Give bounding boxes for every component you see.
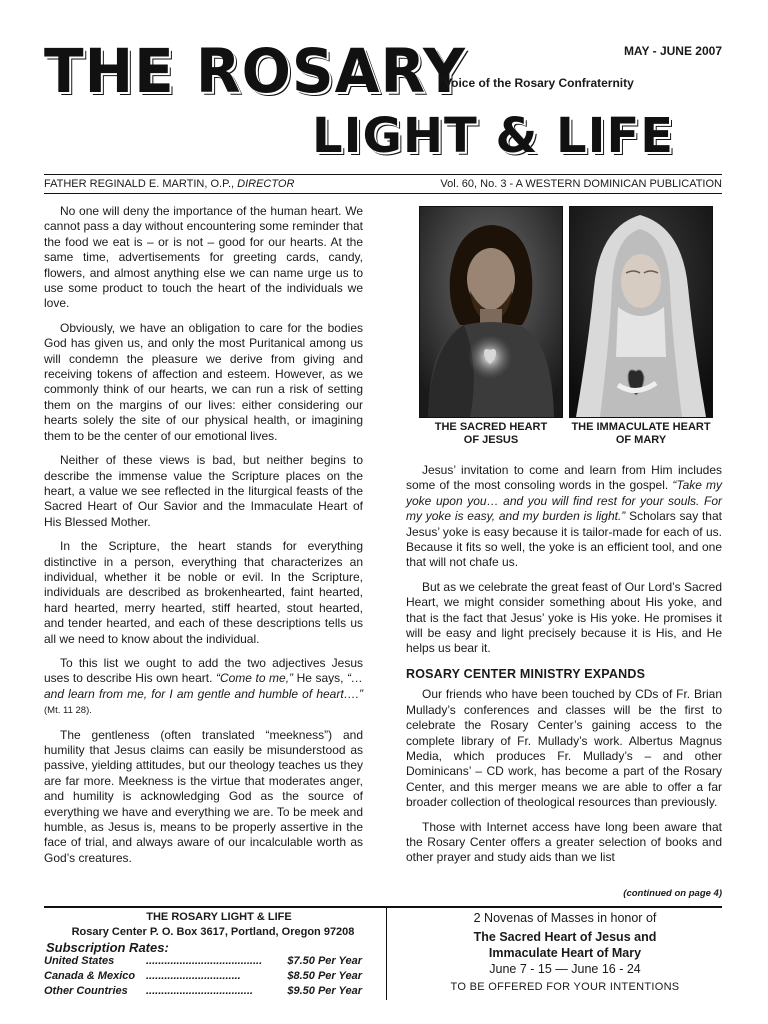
rate-region: Canada & Mexico xyxy=(44,970,136,982)
novena-box xyxy=(400,911,730,993)
caption-line: OF MARY xyxy=(615,434,667,446)
novena-intro: 2 Novenas of Masses in honor of xyxy=(473,911,657,925)
novena-offer: TO BE OFFERED FOR YOUR INTENTIONS xyxy=(450,981,680,993)
footer-divider-horizontal xyxy=(44,906,722,908)
paragraph-lead: Jesus’ invitation to come and learn from Him includes some of the most consoling words in the gospel. xyxy=(406,463,722,493)
immaculate-heart-caption xyxy=(566,421,716,447)
novena-title: The Sacred Heart of Jesus and xyxy=(473,930,657,944)
publication-address: Rosary Center P. O. Box 3617, Portland, Oregon 97208 xyxy=(71,926,355,938)
subscription-heading: Subscription Rates: xyxy=(46,940,169,955)
article-paragraph: The gentleness (often translated “meekness”) and humility that Jesus claims can easily be misunderstood as passive, yielding attitudes, but our theology teaches us they are far more. Meekness is the virtue that moderates anger, and humility is acknowledging God as the source of everything we have and everything we are. To be meek and humble, as Jesus is, means to be properly assertive in the face of trial, and always aware of our incalculable worth as God’s creatures. xyxy=(44,727,363,865)
novena-title: Immaculate Heart of Mary xyxy=(488,946,642,960)
scripture-quote: “…and learn from me, for I am gentle and humble of heart….” xyxy=(44,671,364,701)
article-paragraph xyxy=(44,656,363,719)
article-paragraph: Obviously, we have an obligation to care for the bodies God has given us, and only the most Puritanical among us will condemn the pleasure we derive from giving and receiving tokens of affection and esteem. However, as we commonly think of our hearts, we can run a risk of setting them on the margins of our lives: either considering our hearts solely the site of our physical health, or imagining them to be the center of our emotional lives. xyxy=(44,320,363,443)
sacred-heart-illustration xyxy=(420,207,562,417)
rate-leader-dots: ................................... xyxy=(146,985,253,997)
sacred-heart-image xyxy=(419,206,563,418)
director-byline xyxy=(44,175,294,193)
rate-price: $8.50 Per Year xyxy=(287,970,362,982)
continued-note: (continued on page 4) xyxy=(623,888,722,899)
rate-leader-dots: ............................... xyxy=(146,970,241,982)
caption-line: THE IMMACULATE HEART xyxy=(571,421,711,433)
newsletter-title-line2: LIGHT & LIFE xyxy=(312,108,675,164)
paragraph-text: Scholars say that Jesus’ yoke is easy because it is tailor-made for each of us. Because it fits so well, the yoke is an efficient tool, and one that will not chafe us. xyxy=(406,509,722,570)
director-name: FATHER REGINALD E. MARTIN, O.P., xyxy=(44,178,235,190)
sacred-heart-caption xyxy=(419,421,563,447)
rate-price: $9.50 Per Year xyxy=(287,985,362,997)
masthead xyxy=(0,0,768,200)
article-paragraph: Those with Internet access have long been aware that the Rosary Center offers a greater selection of books and other prayer and study aids than we list xyxy=(406,819,722,865)
byline-bar xyxy=(44,174,722,194)
rate-row xyxy=(44,970,374,985)
article-paragraph: In the Scripture, the heart stands for everything distinctive in a person, everything that characterizes an individual, whether it be noble or evil. In the Scripture, individuals are described as brokenhearted, faint hearted, hard hearted, merry hearted, stiff hearted, stout hearted, and tender hearted, and each of these descriptions tells us all we need to know about the individual. xyxy=(44,539,363,646)
volume-info: Vol. 60, No. 3 - A WESTERN DOMINICAN PUBLICATION xyxy=(440,178,722,190)
rate-region: Other Countries xyxy=(44,985,128,997)
rate-row xyxy=(44,955,374,970)
article-paragraph: No one will deny the importance of the human heart. We cannot pass a day without encountering some reminder that the food we eat is – or is not – good for our hearts. At the same time, advertisements for greeting cards, candy, flowers, and almost anything else we can name urge us to use some product to touch the heart of the individuals we love. xyxy=(44,204,363,311)
immaculate-heart-image xyxy=(569,206,713,418)
paragraph-lead: To this list we ought to add the two adjectives Jesus uses to describe His own heart. xyxy=(44,655,363,686)
rate-price: $7.50 Per Year xyxy=(287,955,362,967)
article-paragraph: Our friends who have been touched by CDs of Fr. Brian Mullady’s conferences and classes will be the first to celebrate the Rosary Center’s gaining access to the complete library of Fr. Mullady’s work. Albertus Magnus Media, which produces Fr. Mullady’s – and other Dominicans’ – CD work, has become a part of the Rosary Center, and this merger means we are able to offer a far broader collection of theological resources than previously. xyxy=(406,687,722,810)
scripture-quote: “Take my yoke upon you… and you will find rest for your souls. For my yoke is easy, and my burden is light.” xyxy=(406,478,723,524)
rate-row xyxy=(44,985,374,1000)
footer-divider-vertical xyxy=(386,908,387,1000)
publication-name: THE ROSARY LIGHT & LIFE xyxy=(146,911,292,923)
paragraph-text: He says, xyxy=(293,671,348,686)
subscription-box xyxy=(44,911,374,1000)
article-paragraph: But as we celebrate the great feast of Our Lord’s Sacred Heart, we might consider something about His yoke, and that is the fact that Jesus’ yoke is His yoke. He promises it will be easy and light precisely because it is His, and He helps us bear it. xyxy=(406,579,722,656)
article-paragraph: Neither of these views is bad, but neither begins to describe the immense value the Scripture places on the heart, a value we see reflected in the liturgical feasts of the Sacred Heart of Our Savior and the Immaculate Heart of His Blessed Mother. xyxy=(44,453,363,529)
novena-dates: June 7 - 15 — June 16 - 24 xyxy=(489,962,641,976)
caption-line: OF JESUS xyxy=(463,434,519,446)
rate-leader-dots: ...................................... xyxy=(146,955,263,967)
scripture-reference: (Mt. 11 28). xyxy=(44,705,92,717)
scripture-quote: “Come to me,” xyxy=(215,671,294,686)
article-paragraph xyxy=(406,463,722,571)
issue-date: MAY - JUNE 2007 xyxy=(623,44,722,58)
article-column-right xyxy=(406,463,722,875)
immaculate-heart-illustration xyxy=(570,207,712,417)
section-heading: ROSARY CENTER MINISTRY EXPANDS xyxy=(406,666,646,681)
rate-region: United States xyxy=(44,955,115,967)
caption-line: THE SACRED HEART xyxy=(434,421,548,433)
article-column-left xyxy=(44,204,363,875)
director-role: DIRECTOR xyxy=(237,178,295,190)
tagline: Voice of the Rosary Confraternity xyxy=(444,76,634,90)
newsletter-title-line1: THE ROSARY xyxy=(44,35,467,107)
